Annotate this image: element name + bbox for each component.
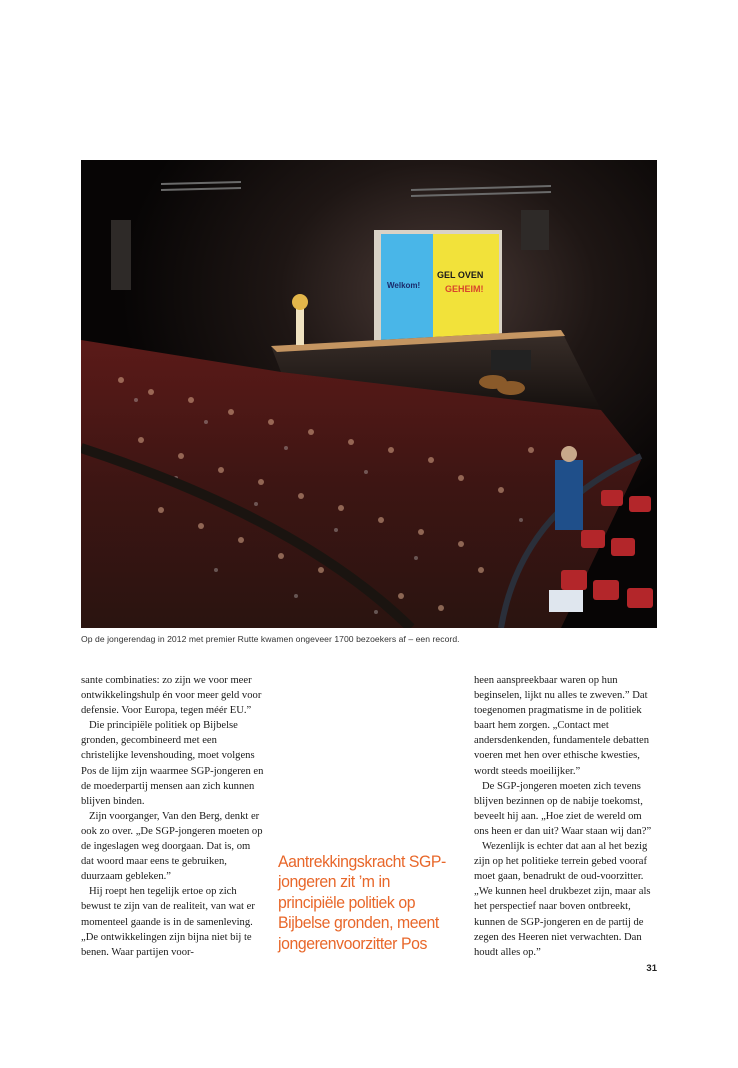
screen-logo-line1: GEL OVEN: [437, 270, 484, 280]
auditorium-illustration: [81, 160, 657, 628]
pull-quote: Aantrekkingskracht SGP-jongeren zit ’m in principiële politiek op Bijbelse gronden, meent jongerenvoorzitter Pos: [278, 852, 446, 953]
paragraph: heen aanspreekbaar waren op hun beginselen, lijkt nu alles te zweven.” Dat toegenomen pragmatisme in de politiek baart hem zorgen. „Contact met andersdenkenden, fundamentele debatten voeren met hen over ethische kwesties, wordt steeds moeilijker.”: [474, 675, 650, 777]
screen-welcome-text: Welkom!: [387, 281, 421, 290]
article-column-right: [474, 673, 658, 960]
paragraph: De SGP-jongeren moeten zich tevens blijven bezinnen op de nabije toekomst, beveelt hij aan. „Hoe ziet de wereld om ons heen er dan uit? Waar staan wij dan?”: [474, 780, 652, 837]
paragraph: Hij roept hen tegelijk ertoe op zich bewust te zijn van de realiteit, van wat er momenteel gaande is in de samenleving. „De ontwikkelingen zijn bijna niet bij te benen. Waar partijen voor-: [81, 886, 255, 958]
photo-caption: Op de jongerendag in 2012 met premier Rutte kwamen ongeveer 1700 bezoekers af – een record.: [81, 634, 460, 644]
screen-logo-line2: GEHEIM!: [445, 284, 484, 294]
paragraph: Die principiële politiek op Bijbelse gronden, gecombineerd met een christelijke levenshouding, moet volgens Pos de lijm zijn waarmee SGP-jongeren en de moederpartij mensen aan zich kunnen blijven binden.: [81, 720, 264, 807]
paragraph: Wezenlijk is echter dat aan al het bezig zijn op het politieke terrein gebed vooraf moet gaan, benadrukt de oud-voorzitter. „We kunnen heel drukbezet zijn, maar als het perspectief naar boven ontbreekt, kunnen de SGP-jongeren en de partij de zegen des Heeren niet verwachten. Dan houdt alles op.”: [474, 841, 651, 958]
page-number: 31: [646, 963, 657, 974]
article-column-left: [81, 673, 265, 960]
paragraph: Zijn voorganger, Van den Berg, denkt er ook zo over. „De SGP-jongeren moeten op de ingeslagen weg doorgaan. Dat is, om dat woord maar eens te gebruiken, duurzaam gebleken.”: [81, 810, 263, 883]
paragraph: sante combinaties: zo zijn we voor meer ontwikkelingshulp én voor meer geld voor defensie. Voor Europa, tegen méér EU.”: [81, 675, 262, 717]
auditorium-photo: [81, 160, 657, 628]
